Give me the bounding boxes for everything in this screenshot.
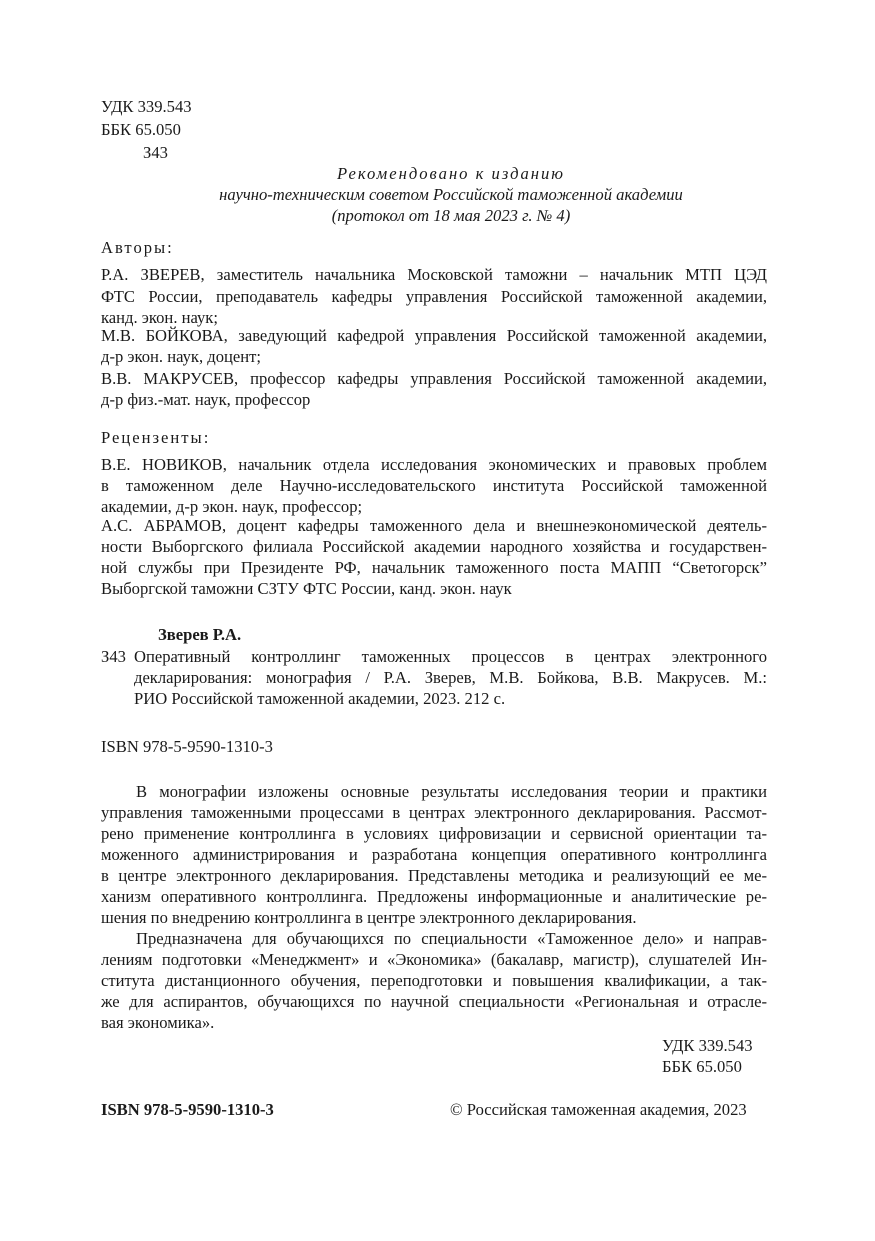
reviewer-line: А.С. АБРАМОВ, доцент кафедры таможенного дела и внешнеэкономической деятель- xyxy=(101,516,767,535)
udk-code: УДК 339.543 xyxy=(101,97,192,116)
citation-line: РИО Российской таможенной академии, 2023. 212 с. xyxy=(134,689,506,708)
author-line: канд. экон. наук; xyxy=(101,308,218,327)
bbk-code: ББК 65.050 xyxy=(101,120,181,139)
author-mark: З43 xyxy=(143,143,168,162)
abstract-line: ханизм оперативного контроллинга. Предложены информационные и аналитические ре- xyxy=(101,887,767,906)
abstract-line: же для аспирантов, обучающихся по научной специальности «Региональная и отрасле- xyxy=(101,992,767,1011)
reviewer-line: Выборгской таможни СЗТУ ФТС России, канд. экон. наук xyxy=(101,579,512,598)
citation-line: Оперативный контроллинг таможенных процессов в центрах электронного xyxy=(134,647,767,666)
abstract-line: моженного администрирования и разработана концепция оперативного контроллинга xyxy=(101,845,767,864)
recommendation-line-1: Рекомендовано к изданию xyxy=(336,164,566,183)
author-line: Р.А. ЗВЕРЕВ, заместитель начальника Московской таможни – начальник МТП ЦЭД xyxy=(101,265,767,284)
authors-heading: Авторы: xyxy=(101,238,174,257)
citation-mark: З43 xyxy=(101,647,126,666)
abstract-line: В монографии изложены основные результаты исследования теории и практики xyxy=(136,782,767,801)
author-line: М.В. БОЙКОВА, заведующий кафедрой управления Российской таможенной академии, xyxy=(101,326,767,345)
recommendation-line-2: научно-техническим советом Российской таможенной академии xyxy=(219,185,683,204)
abstract-line: рено применение контроллинга в условиях цифровизации и сервисной ориентации та- xyxy=(101,824,767,843)
reviewer-line: ной службы при Президенте РФ, начальник таможенного поста МАПП “Светогорск” xyxy=(101,558,767,577)
author-line: В.В. МАКРУСЕВ, профессор кафедры управления Российской таможенной академии, xyxy=(101,369,767,388)
footer-udk: УДК 339.543 xyxy=(662,1036,753,1055)
abstract-line: в центре электронного декларирования. Представлены методика и реализующий ее ме- xyxy=(101,866,767,885)
recommendation-line-3: (протокол от 18 мая 2023 г. № 4) xyxy=(331,206,571,225)
footer-bbk: ББК 65.050 xyxy=(662,1057,742,1076)
abstract-line: лениям подготовки «Менеджмент» и «Экономика» (бакалавр, магистр), слушателей Ин- xyxy=(101,950,767,969)
reviewer-line: академии, д-р экон. наук, профессор; xyxy=(101,497,363,516)
citation-author: Зверев Р.А. xyxy=(158,625,242,644)
isbn-top: ISBN 978-5-9590-1310-3 xyxy=(101,737,273,756)
reviewer-line: ности Выборгского филиала Российской академии народного хозяйства и государствен- xyxy=(101,537,767,556)
citation-line: декларирования: монография / Р.А. Зверев, М.В. Бойкова, В.В. Макрусев. М.: xyxy=(134,668,767,687)
abstract-line: ститута дистанционного обучения, переподготовки и повышения квалификации, а так- xyxy=(101,971,767,990)
author-line: д-р экон. наук, доцент; xyxy=(101,347,262,366)
author-line: ФТС России, преподаватель кафедры управления Российской таможенной академии, xyxy=(101,287,767,306)
abstract-line: управления таможенными процессами в центрах электронного декларирования. Рассмот- xyxy=(101,803,767,822)
footer-isbn: ISBN 978-5-9590-1310-3 xyxy=(101,1100,274,1119)
abstract-line: Предназначена для обучающихся по специальности «Таможенное дело» и направ- xyxy=(136,929,767,948)
reviewer-line: в таможенном деле Научно-исследовательского института Российской таможенной xyxy=(101,476,767,495)
copyright: © Российская таможенная академия, 2023 xyxy=(450,1100,747,1119)
author-line: д-р физ.-мат. наук, профессор xyxy=(101,390,311,409)
reviewer-line: В.Е. НОВИКОВ, начальник отдела исследования экономических и правовых проблем xyxy=(101,455,767,474)
abstract-line: шения по внедрению контроллинга в центре электронного декларирования. xyxy=(101,908,637,927)
reviewers-heading: Рецензенты: xyxy=(101,428,211,447)
abstract-line: вая экономика». xyxy=(101,1013,215,1032)
